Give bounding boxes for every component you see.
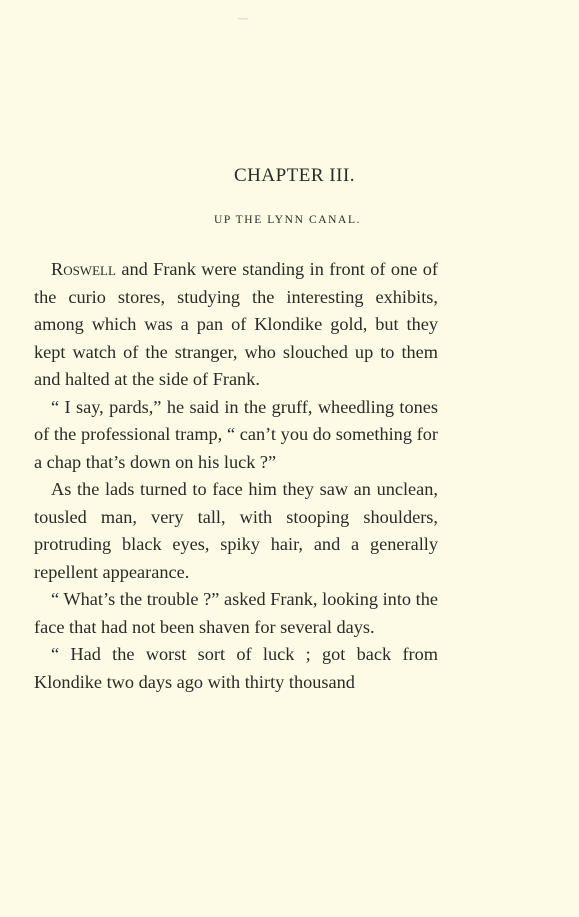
paragraph: “ Had the worst sort of luck ; got back from Klondike two days ago with thirty thousand bbox=[34, 644, 438, 692]
chapter-title: CHAPTER III. bbox=[233, 165, 356, 186]
printing-mark: ~~~ bbox=[238, 17, 248, 23]
paragraph: “ What’s the trouble ?” asked Frank, looking into the face that had not been shaven for several days. bbox=[34, 589, 438, 637]
paragraph bbox=[34, 256, 438, 394]
paragraph: As the lads turned to face him they saw an unclean, tousled man, very tall, with stooping shoulders, protruding black eyes, spiky hair, and a generally repellent appearance. bbox=[34, 479, 438, 582]
paragraph-lead-word: Roswell bbox=[51, 259, 116, 279]
paragraph: “ I say, pards,” he said in the gruff, wheedling tones of the professional tramp, “ can’t you do something for a chap that’s down on his luck ?” bbox=[34, 396, 438, 472]
paragraph-text: and Frank were standing in front of one of the curio stores, studying the interesting exhibits, among which was a pan of Klondike gold, but they kept watch of the stranger, who slouched up to them and halted at the side of Frank. bbox=[34, 259, 438, 389]
chapter-subtitle: UP THE LYNN CANAL. bbox=[213, 214, 362, 226]
body-text bbox=[34, 256, 438, 696]
